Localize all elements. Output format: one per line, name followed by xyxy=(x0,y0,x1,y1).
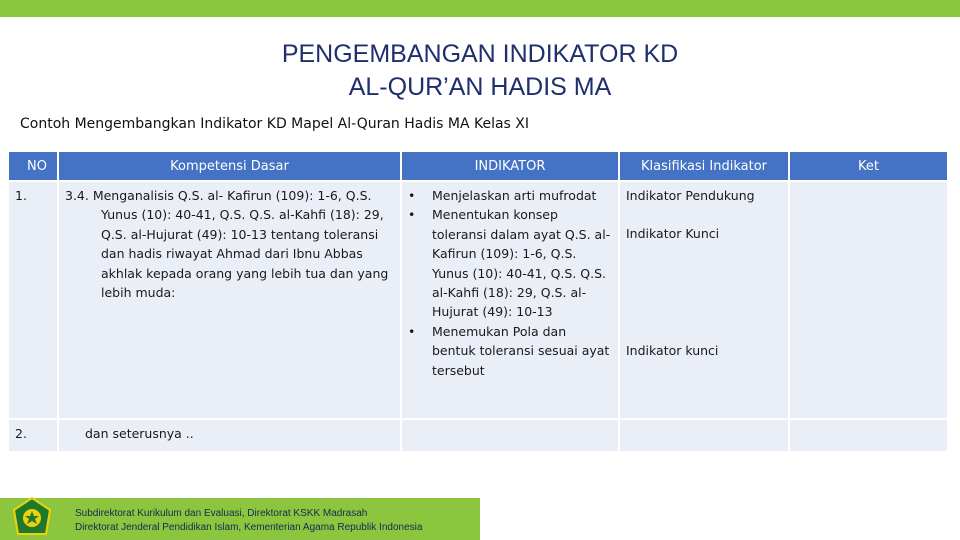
page-title xyxy=(180,38,780,104)
list-item xyxy=(408,205,612,321)
header-indikator: INDIKATOR xyxy=(401,151,619,181)
list-item xyxy=(408,322,612,380)
title-line-1: PENGEMBANGAN INDIKATOR KD xyxy=(281,40,679,68)
klasifikasi-3: Indikator kunci xyxy=(626,342,719,358)
header-kompetensi-dasar: Kompetensi Dasar xyxy=(58,151,401,181)
footer-line-1: Subdirektorat Kurikulum dan Evaluasi, Direktorat KSKK Madrasah xyxy=(75,508,368,519)
kemenag-logo-icon xyxy=(10,496,54,540)
cell-kd xyxy=(58,181,401,419)
indikator-text: Menjelaskan arti mufrodat xyxy=(432,188,597,203)
kd-text: 3.4. Menganalisis Q.S. al- Kafirun (109): 1-6, Q.S. Yunus (10): 40-41, Q.S. Q.S. al-Kahfi (18): 29, Q.S. al-Hujurat (49): 10-13 tentang toleransi dan hadis riwayat Ahmad dari Ibnu Abbas akhlak kepada orang yang lebih tua dan yang lebih muda: xyxy=(65,188,389,301)
list-item xyxy=(408,186,612,205)
bullet-icon: • xyxy=(408,188,416,203)
cell-ket xyxy=(789,419,948,452)
title-line-2: AL-QUR’AN HADIS MA xyxy=(348,73,612,101)
indikator-text: Menentukan konsep toleransi dalam ayat Q.S. al-Kafirun (109): 1-6, Q.S. Yunus (10): 40-41, Q.S. Q.S. al-Kahfi (18): 29, Q.S. al-Hujurat (49): 10-13 xyxy=(432,207,611,320)
bullet-icon: • xyxy=(408,207,416,223)
table-header-row xyxy=(8,151,948,181)
table-row xyxy=(8,181,948,419)
klasifikasi-2: Indikator Kunci xyxy=(626,226,720,242)
indicator-table xyxy=(7,150,949,453)
footer-line-2: Direktorat Jenderal Pendidikan Islam, Kementerian Agama Republik Indonesia xyxy=(75,522,423,533)
bullet-icon: • xyxy=(408,323,416,339)
indikator-text: Menemukan Pola dan bentuk toleransi sesuai ayat tersebut xyxy=(432,323,610,378)
spacer xyxy=(626,244,782,341)
indikator-list xyxy=(408,186,612,380)
header-klasifikasi: Klasifikasi Indikator xyxy=(619,151,789,181)
table-row xyxy=(8,419,948,452)
cell-kd xyxy=(58,419,401,452)
cell-indikator xyxy=(401,181,619,419)
cell-klasifikasi xyxy=(619,419,789,452)
cell-indikator xyxy=(401,419,619,452)
cell-klasifikasi xyxy=(619,181,789,419)
cell-ket xyxy=(789,181,948,419)
header-no: NO xyxy=(8,151,58,181)
header-ket: Ket xyxy=(789,151,948,181)
klasifikasi-1: Indikator Pendukung xyxy=(626,188,755,203)
top-accent-bar xyxy=(0,0,960,17)
subtitle: Contoh Mengembangkan Indikator KD Mapel Al-Quran Hadis MA Kelas XI xyxy=(20,116,530,132)
kd-text: dan seterusnya .. xyxy=(85,426,194,441)
cell-no: 2. xyxy=(8,419,58,452)
footer xyxy=(75,507,422,535)
spacer xyxy=(626,205,782,224)
cell-no: 1. xyxy=(8,181,58,419)
